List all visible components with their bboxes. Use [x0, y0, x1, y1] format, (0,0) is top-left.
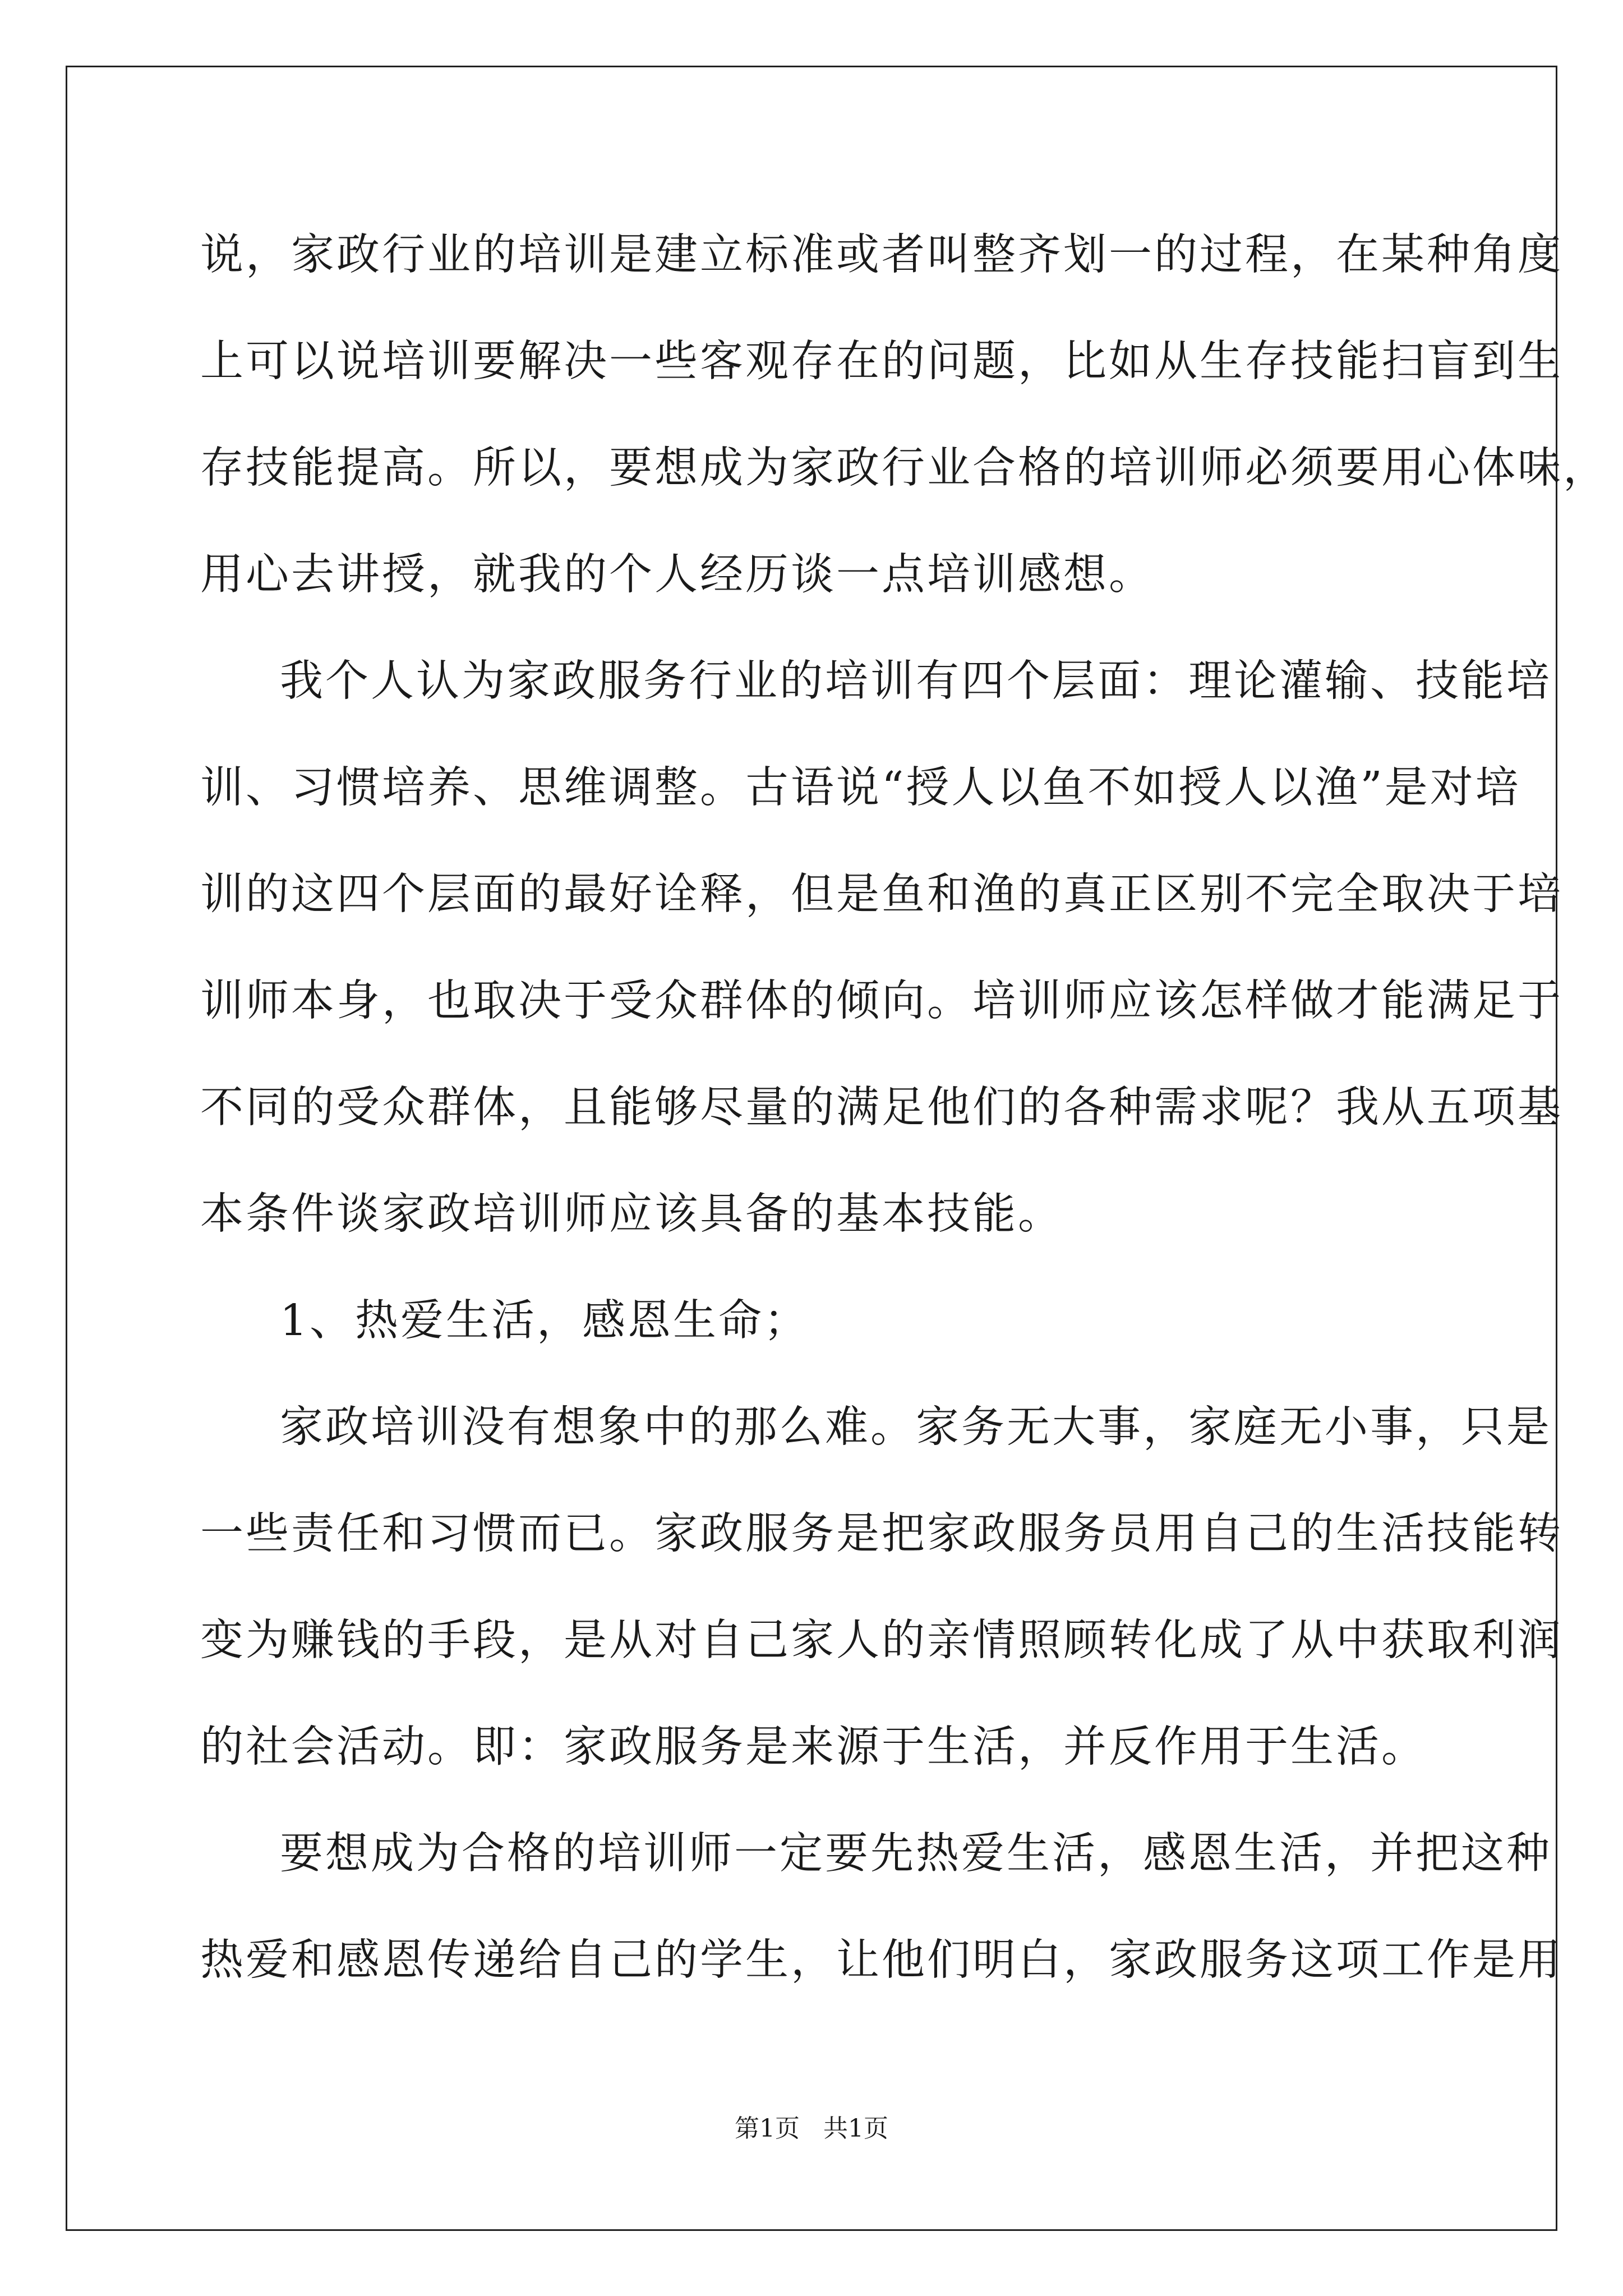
text-line: 的社会活动。即：家政服务是来源于生活，并反作用于生活。	[200, 1722, 1427, 1772]
text-line: 一些责任和习惯而已。家政服务是把家政服务员用自己的生活技能转	[200, 1509, 1563, 1559]
paragraph-start-line: 家政培训没有想象中的那么难。家务无大事，家庭无小事，只是	[280, 1402, 1552, 1452]
text-line: 训师本身，也取决于受众群体的倾向。培训师应该怎样做才能满足于	[200, 976, 1563, 1026]
page-border	[66, 66, 1608, 2231]
text-line: 热爱和感恩传递给自己的学生，让他们明白，家政服务这项工作是用	[200, 1935, 1563, 1985]
text-line: 训、习惯培养、思维调整。古语说“授人以鱼不如授人以渔”是对培	[200, 763, 1521, 813]
text-line: 存技能提高。所以，要想成为家政行业合格的培训师必须要用心体味，	[200, 443, 1608, 493]
section-heading: 1、热爱生活，感恩生命；	[280, 1296, 809, 1346]
text-line: 训的这四个层面的最好诠释，但是鱼和渔的真正区别不完全取决于培	[200, 869, 1563, 919]
text-line: 不同的受众群体，且能够尽量的满足他们的各种需求呢？我从五项基	[200, 1083, 1563, 1133]
text-line: 说，家政行业的培训是建立标准或者叫整齐划一的过程，在某种角度	[200, 230, 1563, 280]
text-line: 本条件谈家政培训师应该具备的基本技能。	[200, 1189, 1063, 1239]
paragraph-start-line: 要想成为合格的培训师一定要先热爱生活，感恩生活，并把这种	[280, 1829, 1552, 1879]
text-line: 变为赚钱的手段，是从对自己家人的亲情照顾转化成了从中获取利润	[200, 1616, 1563, 1665]
text-line: 用心去讲授，就我的个人经历谈一点培训感想。	[200, 550, 1154, 600]
page-footer: 第1页 共1页	[735, 2114, 888, 2143]
paragraph-start-line: 我个人认为家政服务行业的培训有四个层面：理论灌输、技能培	[280, 656, 1552, 706]
text-line: 上可以说培训要解决一些客观存在的问题，比如从生存技能扫盲到生	[200, 337, 1563, 386]
